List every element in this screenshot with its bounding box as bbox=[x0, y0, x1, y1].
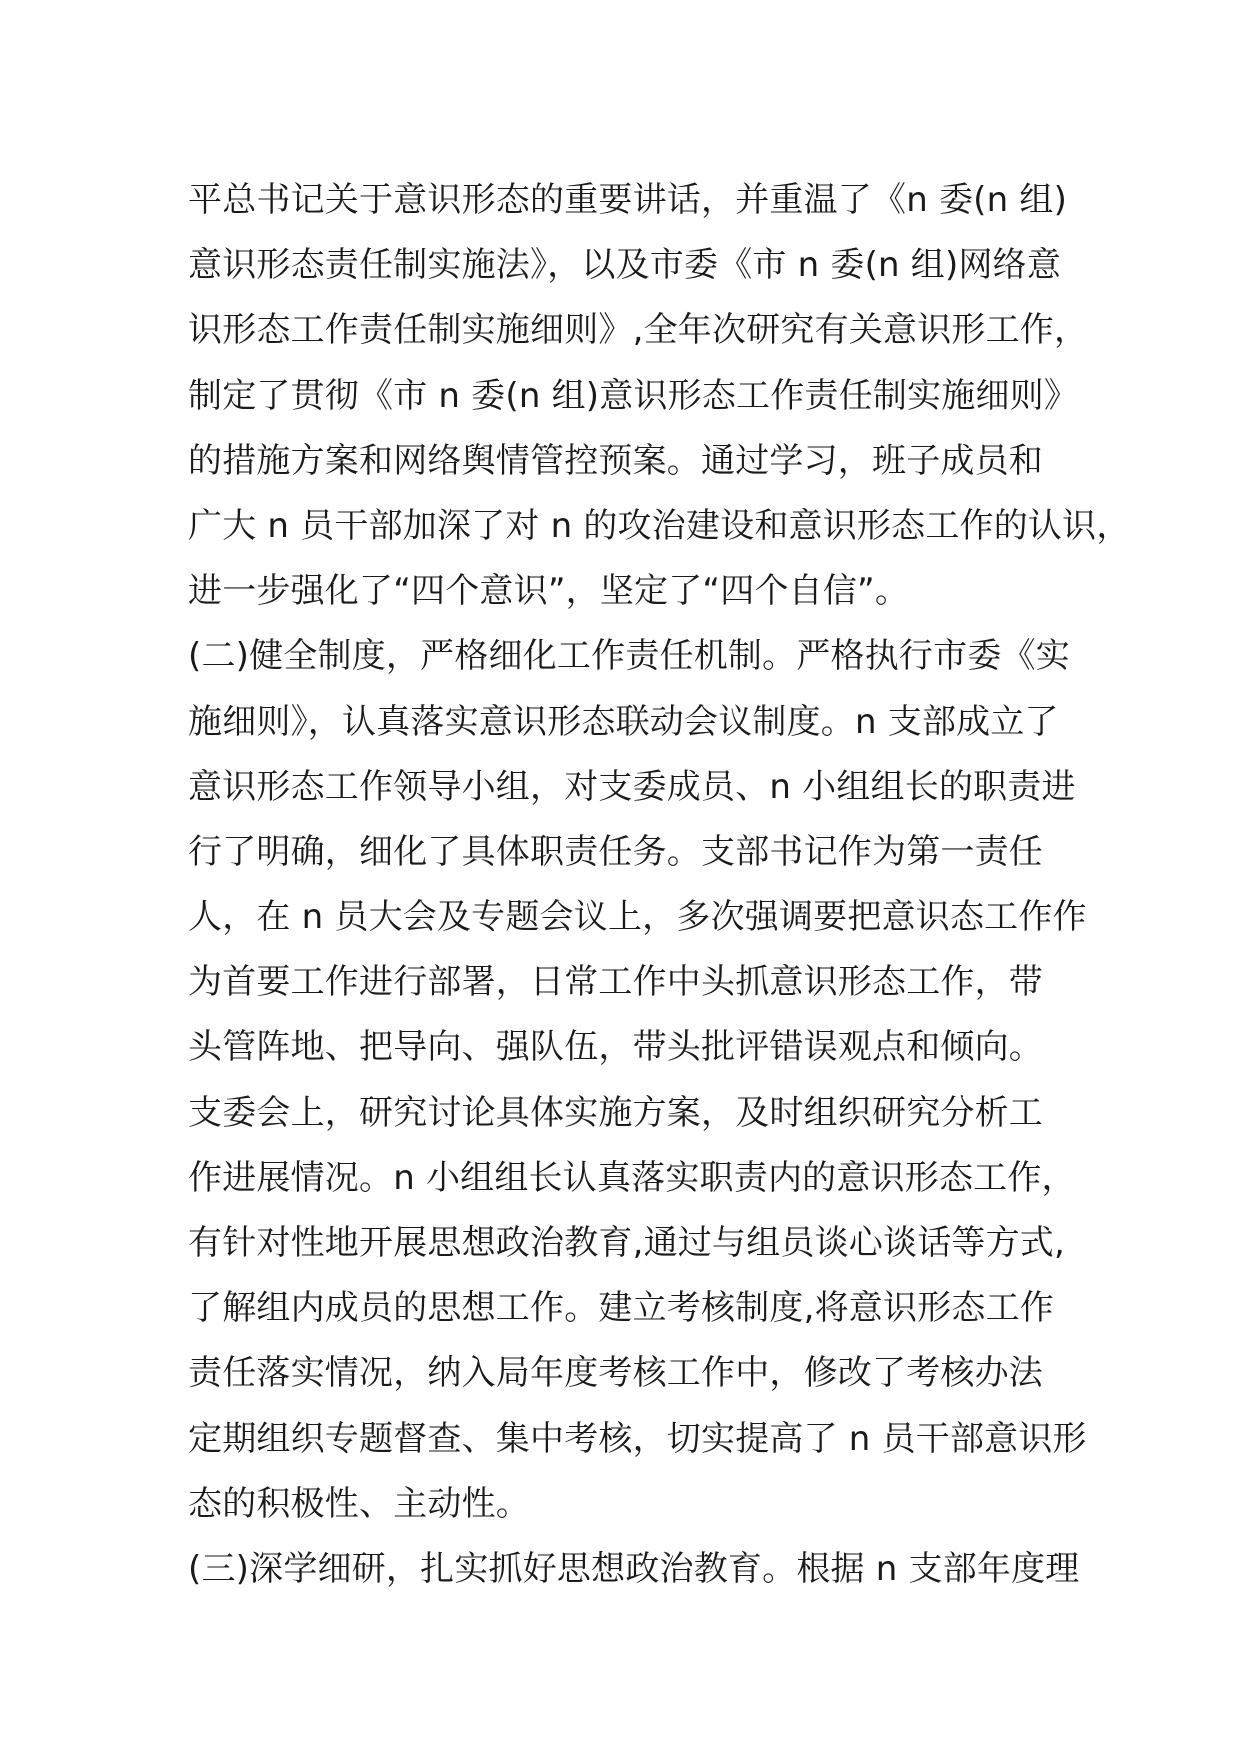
text-line: 了解组内成员的思想工作。建立考核制度,将意识形态工作 bbox=[188, 1288, 1055, 1329]
text-line: 广大 n 员干部加深了对 n 的攻治建设和意识形态工作的认识， bbox=[188, 505, 1131, 546]
text-line: 责任落实情况，纳入局年度考核工作中，修改了考核办法 bbox=[188, 1353, 1043, 1394]
text-line: 作进展情况。n 小组组长认真落实职责内的意识形态工作， bbox=[188, 1157, 1076, 1198]
text-line: 的措施方案和网络舆情管控预案。通过学习，班子成员和 bbox=[188, 440, 1043, 481]
text-line: 为首要工作进行部署，日常工作中头抓意识形态工作，带 bbox=[188, 962, 1043, 1003]
text-line: 识形态工作责任制实施细则》,全年次研究有关意识形工作， bbox=[188, 310, 1089, 351]
text-line: 平总书记关于意识形态的重要讲话，并重温了《n 委(n 组) bbox=[188, 180, 1068, 220]
text-line: 施细则》，认真落实意识形态联动会议制度。n 支部成立了 bbox=[188, 701, 1059, 742]
text-line: 意识形态责任制实施法》，以及市委《市 n 委(n 组)网络意 bbox=[188, 245, 1062, 286]
section-heading-line: (二)健全制度，严格细化工作责任机制。严格执行市委《实 bbox=[188, 636, 1070, 677]
text-line: 制定了贯彻《市 n 委(n 组)意识形态工作责任制实施细则》 bbox=[188, 375, 1079, 416]
text-line: 行了明确，细化了具体职责任务。支部书记作为第一责任 bbox=[188, 831, 1043, 872]
text-line: 人，在 n 员大会及专题会议上，多次强调要把意识态工作作 bbox=[188, 897, 1087, 938]
text-line: 进一步强化了“四个意识”，坚定了“四个自信”。 bbox=[188, 571, 910, 612]
document-body bbox=[188, 168, 1131, 1602]
section-heading-line: (三)深学细研，扎实抓好思想政治教育。根据 n 支部年度理 bbox=[188, 1548, 1080, 1589]
text-line: 意识形态工作领导小组，对支委成员、n 小组组长的职责进 bbox=[188, 766, 1076, 807]
text-line: 头管阵地、把导向、强队伍，带头批评错误观点和倾向。 bbox=[188, 1027, 1043, 1068]
text-line: 态的积极性、主动性。 bbox=[188, 1483, 530, 1524]
text-line: 有针对性地开展思想政治教育,通过与组员谈心谈话等方式, bbox=[188, 1223, 1066, 1263]
text-line: 支委会上，研究讨论具体实施方案，及时组织研究分析工 bbox=[188, 1092, 1043, 1133]
text-line: 定期组织专题督查、集中考核，切实提高了 n 员干部意识形 bbox=[188, 1418, 1087, 1459]
